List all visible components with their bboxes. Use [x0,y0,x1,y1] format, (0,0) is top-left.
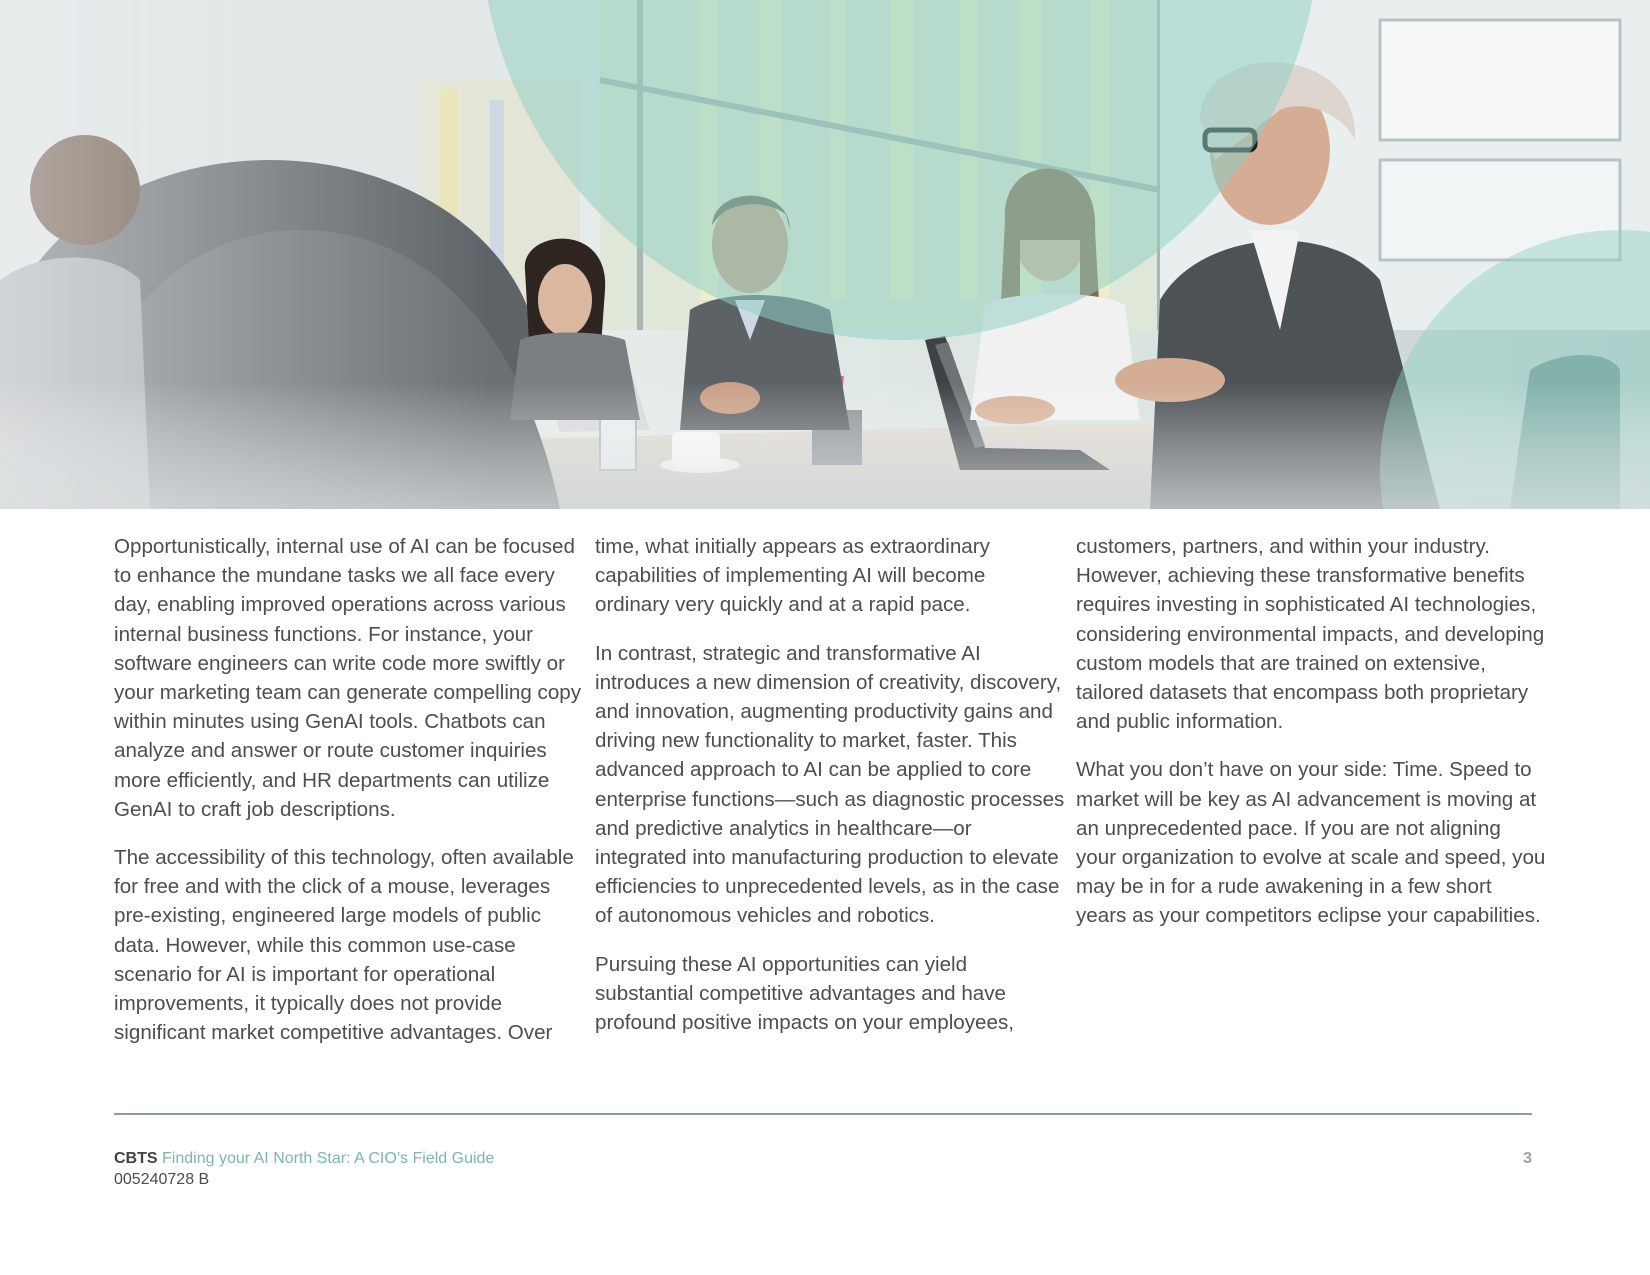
text-column-2 [595,532,1065,1056]
body-text-columns [114,532,1546,1092]
paragraph: In contrast, strategic and transformative AI introduces a new dimension of creativity, discovery, and innovation, augmenting productivity gains and driving new functionality to market, faster. This advanced approach to AI can be applied to core enterprise functions—such as diagnostic processes and predictive analytics in healthcare—or integrated into manufacturing production to elevate efficiencies to unprecedented levels, as in the case of autonomous vehicles and robotics. [595,641,1065,928]
paragraph: Pursuing these AI opportunities can yield substantial competitive advantages and have profound positive impacts on your employees, [595,952,1014,1035]
brand-name: CBTS [114,1150,158,1167]
text-column-3 [1076,532,1546,950]
paragraph: The accessibility of this technology, often available for free and with the click of a mouse, leverages pre-existing, engineered large models of public data. However, while this common use-case scenario for AI is important for operational improvements, it typically does not provide significant market competitive advantages. Over [114,846,574,1045]
page-number: 3 [1523,1150,1532,1167]
footer-divider [114,1113,1532,1115]
document-code: 005240728 B [114,1171,210,1188]
document-title: Finding your AI North Star: A CIO’s Field Guide [162,1150,495,1167]
hero-photo-meeting [0,0,1650,509]
paragraph: What you don’t have on your side: Time. Speed to market will be key as AI advancement is moving at an unprecedented pace. If you are not aligning your organization to evolve at scale and speed, you may be in for a rude awakening in a few short years as your competitors eclipse your capabilities. [1076,758,1546,928]
paragraph: customers, partners, and within your industry. However, achieving these transformative benefits requires investing in sophisticated AI technologies, considering environmental impacts, and developing custom models that are trained on extensive, tailored datasets that encompass both proprietary and public information. [1076,535,1545,734]
paragraph: Opportunistically, internal use of AI can be focused to enhance the mundane tasks we all face every day, enabling improved operations across various internal business functions. For instance, your software engineers can write code more swiftly or your marketing team can generate compelling copy within minutes using GenAI tools. Chatbots can analyze and answer or route customer inquiries more efficiently, and HR departments can utilize GenAI to craft job descriptions. [114,535,582,821]
text-column-1 [114,532,584,1066]
paragraph: time, what initially appears as extraordinary capabilities of implementing AI will become ordinary very quickly and at a rapid pace. [595,535,990,617]
footer-title-line [114,1149,494,1169]
